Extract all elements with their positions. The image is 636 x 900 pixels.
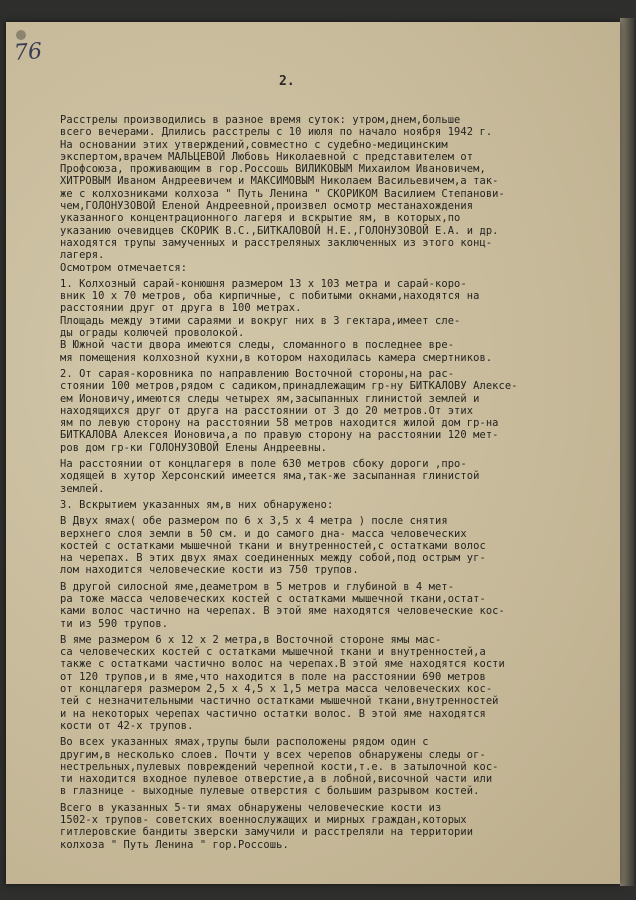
text-line: ды ограды колючей проволокой. bbox=[60, 327, 245, 340]
text-line: ям по левую сторону на расстоянии 58 метров находится жилой дом гр-на bbox=[60, 417, 499, 430]
text-line: вник 10 х 70 метров, оба кирпичные, с побитыми окнами,находятся на bbox=[60, 290, 480, 303]
text-line: лагеря. bbox=[60, 249, 105, 262]
text-line: колхоза " Путь Ленина " гор.Россошь. bbox=[60, 838, 289, 851]
text-line: В яме размером 6 х 12 х 2 метра,в Восточной стороне ямы мас- bbox=[60, 633, 442, 646]
text-line: ходящей в хутор Херсонский имеется яма,так-же засыпанная глинистой bbox=[60, 470, 480, 483]
page-number: 2. bbox=[279, 74, 295, 89]
text-line: экспертом,врачем МАЛЬЦЕВОЙ Любовь Николаевной с представителем от bbox=[60, 150, 474, 163]
text-line: Расстрелы производились в разное время суток: утром,днем,больше bbox=[60, 114, 461, 126]
text-line: указанию очевидцев СКОРИК В.С.,БИТКАЛОВОЙ Н.Е.,ГОЛОНУЗОВОЙ Е.А. и др. bbox=[60, 224, 499, 237]
text-line: ти находится входное пулевое отверстие,а в лобной,височной части или bbox=[60, 773, 493, 786]
text-line: гитлеровские бандиты зверски замучили и расстреляли на территории bbox=[60, 826, 474, 839]
text-line: костей с остатками мышечной ткани и внутренностей,с остатками волос bbox=[60, 539, 486, 552]
text-line: ров дом гр-ки ГОЛОНУЗОВОЙ Елены Андреевны. bbox=[60, 441, 327, 454]
text-line: находящихся друг от друга на расстоянии от 3 до 20 метров.От этих bbox=[60, 404, 474, 417]
text-line: от 120 трупов,и в яме,что находится в поле на расстоянии 690 метров bbox=[60, 670, 486, 683]
text-line: 1502-х трупов- советских военнослужащих и мирных граждан,которых bbox=[60, 814, 467, 827]
text-line: са человеческих костей с остатками мышечной ткани и внутренностей,а bbox=[60, 646, 486, 659]
text-line: БИТКАЛОВА Алексея Ионовича,а по правую сторону на расстоянии 120 мет- bbox=[60, 429, 499, 442]
text-line: находятся трупы замученных и расстреляных заключенных из этого конц- bbox=[60, 236, 493, 249]
archive-sheet-number: 76 bbox=[13, 39, 43, 66]
text-line: стоянии 100 метров,рядом с садиком,принадлежащим гр-ну БИТКАЛОВУ Алексе- bbox=[60, 380, 518, 393]
text-line: чем,ГОЛОНУЗОВОЙ Еленой Андреевной,произвел осмотр местанахождения bbox=[60, 200, 474, 213]
text-line: всего вечерами. Длились расстрелы с 10 июля по начало ноября 1942 г. bbox=[60, 126, 493, 139]
text-line: верхнего слоя земли в 50 см. и до самого дна- масса человеческих bbox=[60, 527, 467, 540]
text-line: В Южной части двора имеются следы, сломанного в последнее вре- bbox=[60, 339, 455, 352]
text-line: от концлагеря размером 2,5 х 4,5 х 1,5 метра масса человеческих кос- bbox=[60, 683, 493, 696]
text-line: мя помещения колхозной кухни,в котором находилась камера смертников. bbox=[60, 351, 493, 364]
binding-hole bbox=[16, 30, 26, 40]
text-line: ти из 590 трупов. bbox=[60, 617, 169, 630]
text-line: Осмотром отмечается: bbox=[60, 261, 188, 274]
document-body bbox=[60, 114, 616, 851]
text-line: в глазнице - выходные пулевые отверстия с большим разрывом костей. bbox=[60, 785, 480, 798]
text-line: землей. bbox=[60, 482, 105, 495]
text-line: и на некоторых черепах частично остатки волос. В этой яме находятся bbox=[60, 707, 486, 720]
text-line: другим,в несколько слоев. Почти у всех черепов обнаружены следы ог- bbox=[60, 748, 486, 761]
text-line: же с колхозниками колхоза " Путь Ленина " СКОРИКОМ Василием Степанови- bbox=[60, 187, 505, 200]
text-line: В другой силосной яме,деаметром в 5 метров и глубиной в 4 мет- bbox=[60, 580, 455, 593]
text-line: тей с незначительными частично остатками мышечной ткани,внутренностей bbox=[60, 695, 499, 708]
text-line: Профсоюза, проживающим в гор.Россошь ВИЛИКОВЫМ Михаилом Ивановичем, bbox=[60, 163, 486, 176]
text-line: 1. Колхозный сарай-конюшня размером 13 х 103 метра и сарай-коро- bbox=[60, 277, 467, 290]
text-line: указанного концентрационного лагеря и вскрытие ям, в которых,по bbox=[60, 212, 461, 225]
text-line: ем Ионовичу,имеются следы четырех ям,засыпанных глинистой землей и bbox=[60, 392, 480, 405]
text-line: На основании этих утверждений,совместно с судебно-медицинским bbox=[60, 138, 448, 151]
text-line: Во всех указанных ямах,трупы были расположены рядом один с bbox=[60, 736, 429, 749]
text-line: Всего в указанных 5-ти ямах обнаружены человеческие кости из bbox=[60, 801, 442, 814]
text-line: На расстоянии от концлагеря в поле 630 метров сбоку дороги ,про- bbox=[60, 458, 467, 471]
next-page-edge bbox=[620, 18, 634, 886]
text-line: ками волос частично на черепах. В этой яме находятся человеческие кос- bbox=[60, 605, 505, 618]
text-line: нестрельных,пулевых повреждений черепной кости,т.е. в затылочной кос- bbox=[60, 760, 499, 773]
text-line: ра тоже масса человеческих костей с остатками мышечной ткани,остат- bbox=[60, 592, 486, 605]
text-line: лом находится человеческие кости из 750 трупов. bbox=[60, 564, 359, 577]
text-line: кости от 42-х трупов. bbox=[60, 719, 194, 732]
text-line: 3. Вскрытием указанных ям,в них обнаружено: bbox=[60, 498, 334, 511]
text-line: Площадь между этими сараями и вокруг них в 3 гектара,имеет сле- bbox=[60, 314, 461, 327]
text-line: В Двух ямах( обе размером по 6 х 3,5 х 4 метра ) после снятия bbox=[60, 515, 448, 528]
text-line: ХИТРОВЫМ Иваном Андреевичем и МАКСИМОВЫМ Николаем Васильевичем,а так- bbox=[60, 175, 499, 188]
text-line: также с остатками частично волос на черепах.В этой яме находятся кости bbox=[60, 658, 505, 671]
text-line: расстоянии друг от друга в 100 метрах. bbox=[60, 302, 302, 315]
text-line: 2. От сарая-коровника по направлению Восточной стороны,на рас- bbox=[60, 367, 455, 380]
text-line: на черепах. В этих двух ямах соединенных между собой,под острым уг- bbox=[60, 552, 486, 565]
